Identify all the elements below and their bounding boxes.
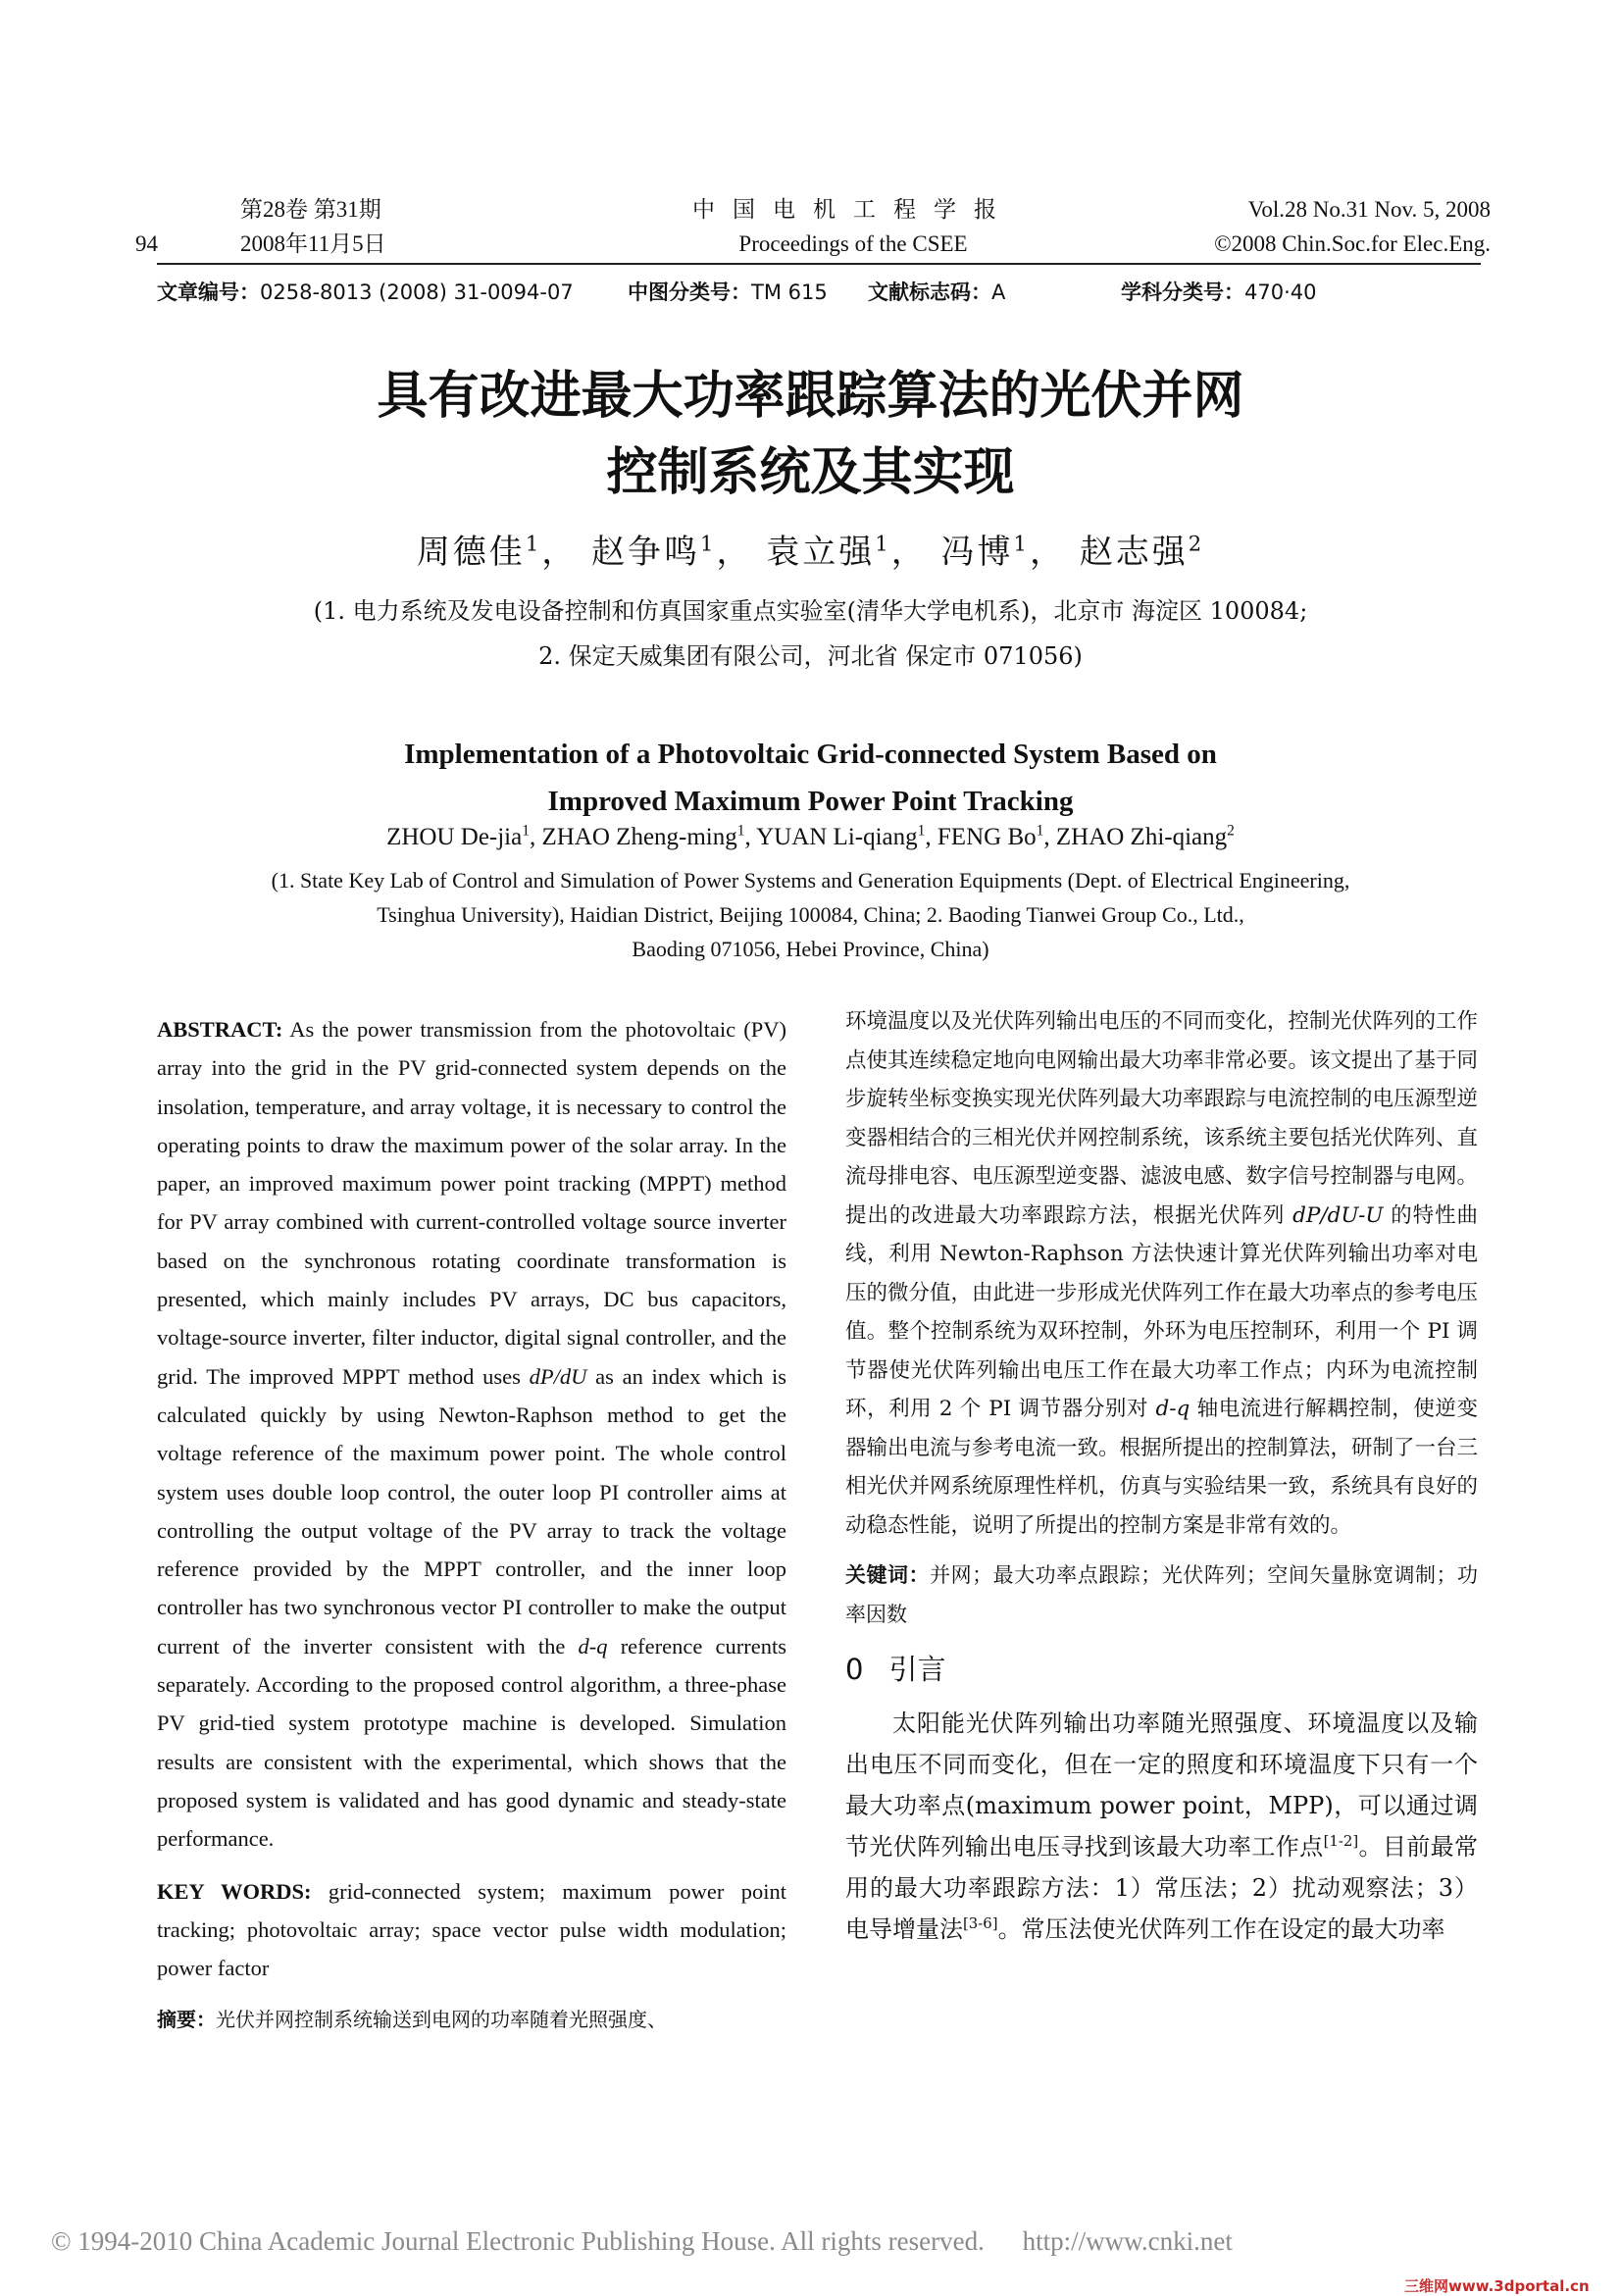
- article-number: 文章编号：0258-8013 (2008) 31-0094-07: [157, 281, 574, 304]
- header-center: [628, 192, 1079, 261]
- affiliations-en: [0, 863, 1621, 966]
- volume-en: Vol.28 No.31 Nov. 5, 2008: [1247, 197, 1491, 222]
- journal-name-cn: 中国电机工程学报: [692, 197, 1014, 222]
- title-cn-line1: 具有改进最大功率跟踪算法的光伏并网: [377, 367, 1244, 426]
- section-heading: 0 引言: [845, 1653, 946, 1686]
- footer-url[interactable]: http://www.cnki.net: [1022, 2226, 1233, 2256]
- authors-en: [0, 824, 1621, 851]
- abstract-en: ABSTRACT: As the power transmission from the photovoltaic (PV) array into the grid in the PV grid-connected system depends on the insolation, temperature, and array voltage, it is necessary to control the operating points to draw the maximum power of the solar array. In the paper, an improved maximum power point tracking (MPPT) method for PV array combined with current-controlled voltage source inverter based on the synchronous rotating coordinate transformation is presented, which mainly includes PV arrays, DC bus capacitors, voltage-source inverter, filter inductor, digital signal controller, and the grid. The improved MPPT method uses dP/dU as an index which is calculated quickly by using Newton-Raphson method to get the voltage reference of the maximum power point. The whole control system uses double loop control, the outer loop PI controller aims at controlling the output voltage of the PV array to track the voltage reference provided by the MPPT controller, and the inner loop controller has two synchronous vector PI controller to make the output current of the inverter consistent with the d-q reference currents separately. According to the proposed control algorithm, a three-phase PV grid-tied system prototype machine is developed. Simulation results are consistent with the experimental, which shows that the proposed system is validated and has good dynamic and steady-state performance.: [157, 1017, 786, 1852]
- page-number: 94: [135, 231, 158, 256]
- watermark: 三维网www.3dportal.cn: [1404, 2277, 1590, 2295]
- header-rule: [157, 263, 1481, 265]
- authors-cn: [0, 525, 1621, 573]
- affiliation-cn-line: 2. 保定天威集团有限公司，河北省 保定市 071056): [538, 642, 1083, 670]
- title-cn: [0, 358, 1621, 511]
- author-cn: 袁立强$^1$，: [766, 531, 928, 572]
- author-en: FENG Bo$^1$,: [937, 822, 1056, 850]
- author-cn: 赵志强$^2$: [1079, 531, 1205, 572]
- introduction-paragraph: 太阳能光伏阵列输出功率随光照强度、环境温度以及输出电压不同而变化，但在一定的照度和环境温度下只有一个最大功率点(maximum power point，MPP)，可以通过调节光伏阵列输出电压寻找到该最大功率工作点[1-2]。目前最常用的最大功率跟踪方法：1）常压法；2）扰动观察法；3）电导增量法[3-6]。常压法使光伏阵列工作在设定的最大功率: [845, 1709, 1479, 1943]
- author-cn: 赵争鸣$^1$，: [591, 531, 753, 572]
- header-left: [135, 192, 386, 261]
- affiliation-cn-line: (1. 电力系统及发电设备控制和仿真国家重点实验室(清华大学电机系)，北京市 海淀区 100084;: [313, 597, 1308, 625]
- keywords-en: KEY WORDS: grid-connected system; maximum power point tracking; photovoltaic array; space vector pulse width modulation; power factor: [157, 1878, 786, 1981]
- title-en-line2: Improved Maximum Power Point Tracking: [547, 786, 1074, 817]
- affiliation-en-line: Tsinghua University), Haidian District, Beijing 100084, China; 2. Baoding Tianwei Group Co., Ltd.,: [377, 902, 1244, 927]
- author-en: YUAN Li-qiang$^1$,: [756, 822, 937, 850]
- author-en: ZHAO Zheng-ming$^1$,: [541, 822, 757, 850]
- abstract-cn-start: 摘要：光伏并网控制系统输送到电网的功率随着光照强度、: [157, 2008, 667, 2032]
- right-column: [845, 1002, 1478, 1950]
- author-cn: 周德佳$^1$，: [416, 531, 579, 572]
- clc-number: 中图分类号：TM 615: [628, 281, 828, 304]
- date-cn: 2008年11月5日: [240, 231, 386, 256]
- affiliation-en-line: Baoding 071056, Hebei Province, China): [632, 937, 989, 961]
- affiliations-cn: [0, 588, 1621, 679]
- keywords-cn: 关键词：并网；最大功率点跟踪；光伏阵列；空间矢量脉宽调制；功率因数: [845, 1563, 1479, 1626]
- title-en-line1: Implementation of a Photovoltaic Grid-connected System Based on: [404, 739, 1217, 770]
- footer: [51, 2226, 1233, 2257]
- subject-code: 学科分类号：470·40: [1121, 281, 1317, 304]
- abstract-cn-continued: 环境温度以及光伏阵列输出电压的不同而变化，控制光伏阵列的工作点使其连续稳定地向电网输出最大功率非常必要。该文提出了基于同步旋转坐标变换实现光伏阵列最大功率跟踪与电流控制的电压源型逆变器相结合的三相光伏并网控制系统，该系统主要包括光伏阵列、直流母排电容、电压源型逆变器、滤波电感、数字信号控制器与电网。提出的改进最大功率跟踪方法，根据光伏阵列 dP/dU-U 的特性曲线，利用 Newton-Raphson 方法快速计算光伏阵列输出功率对电压的微分值，由此进一步形成光伏阵列工作在最大功率点的参考电压值。整个控制系统为双环控制，外环为电压控制环，利用一个 PI 调节器使光伏阵列输出电压工作在最大功率工作点；内环为电流控制环，利用 2 个 PI 调节器分别对 d-q 轴电流进行解耦控制，使逆变器输出电流与参考电流一致。根据所提出的控制算法，研制了一台三相光伏并网系统原理性样机，仿真与实验结果一致，系统具有良好的动稳态性能，说明了所提出的控制方案是非常有效的。: [845, 1009, 1479, 1538]
- copyright-header: ©2008 Chin.Soc.for Elec.Eng.: [1214, 231, 1491, 256]
- running-header: [135, 192, 1491, 261]
- affiliation-en-line: (1. State Key Lab of Control and Simulation of Power Systems and Generation Equipments (Dept. of Electrical Engineering,: [271, 868, 1350, 893]
- author-cn: 冯博$^1$，: [940, 531, 1066, 572]
- title-cn-line2: 控制系统及其实现: [606, 443, 1015, 502]
- footer-copyright: © 1994-2010 China Academic Journal Electronic Publishing House. All rights reserved.: [51, 2226, 985, 2256]
- header-right: [1214, 192, 1491, 261]
- author-en: ZHAO Zhi-qiang$^2$: [1055, 822, 1235, 850]
- document-code: 文献标志码：A: [868, 281, 1006, 304]
- author-en: ZHOU De-jia$^1$,: [386, 822, 542, 850]
- title-en: [0, 731, 1621, 825]
- left-column: [157, 1010, 786, 2040]
- journal-name-en: Proceedings of the CSEE: [738, 231, 968, 256]
- volume-cn: 第28卷 第31期: [240, 197, 381, 222]
